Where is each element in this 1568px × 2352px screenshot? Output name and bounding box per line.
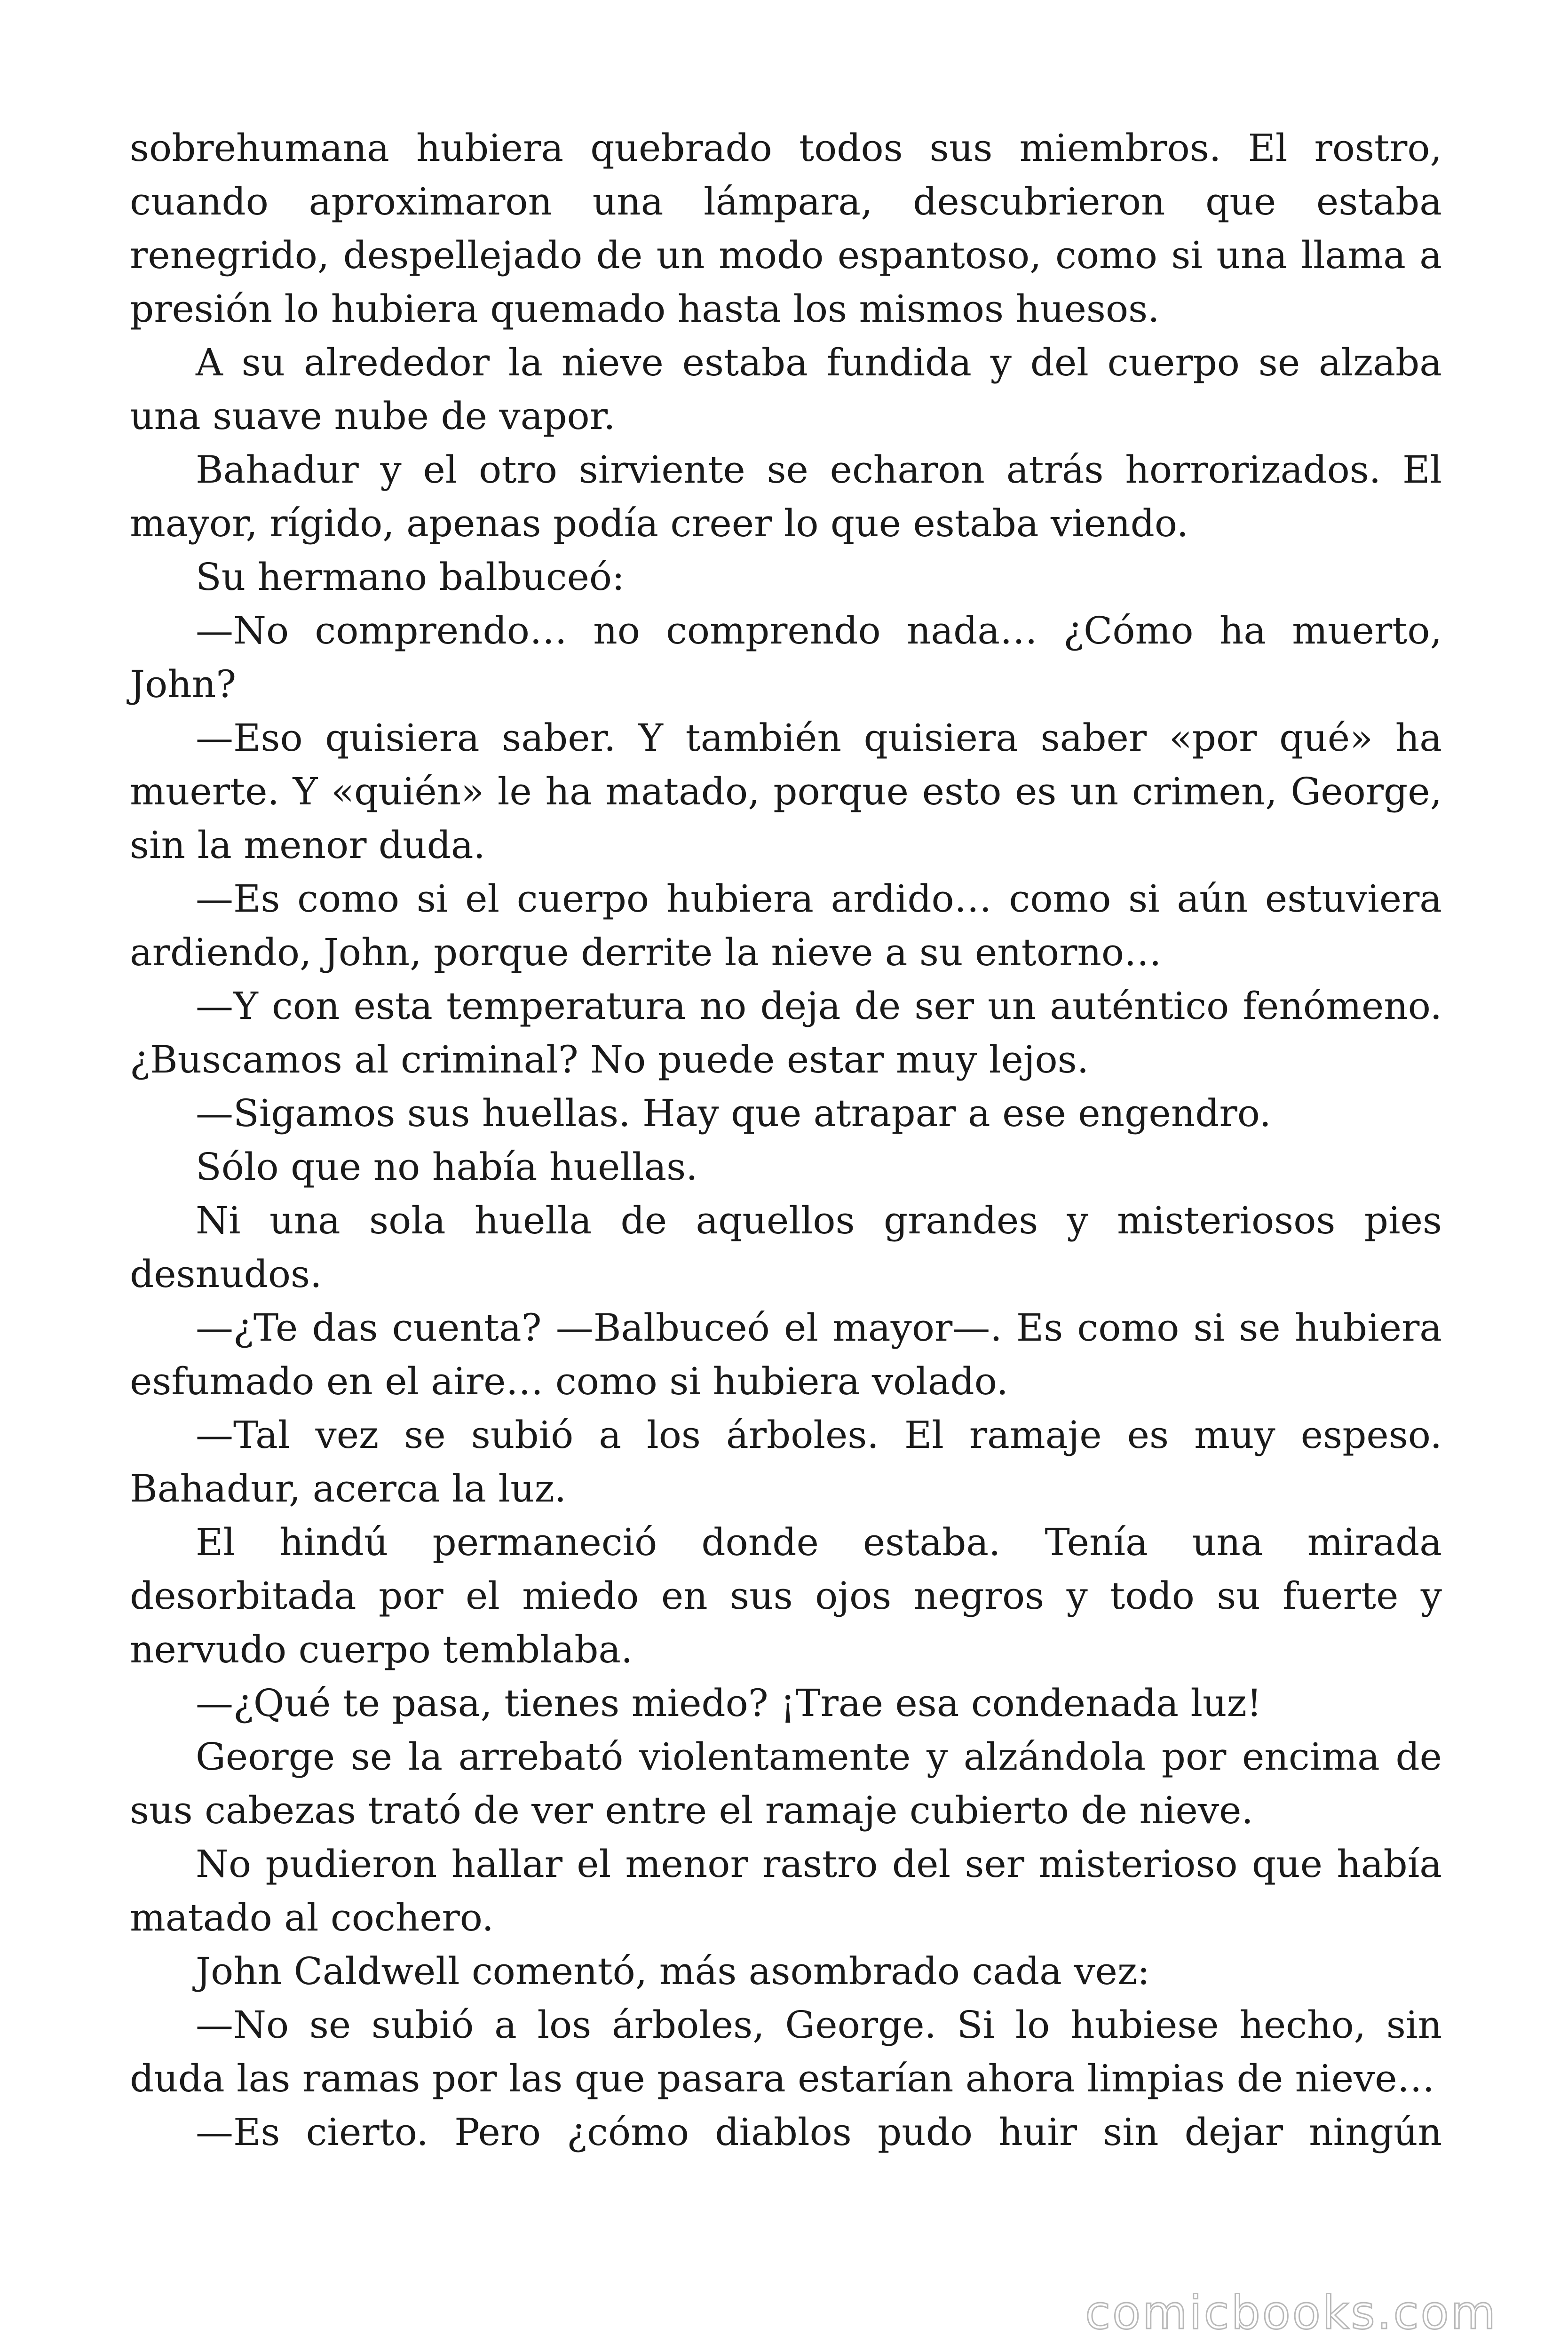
page-body	[130, 121, 1442, 2159]
dialogue-paragraph: —No se subió a los árboles, George. Si lo hubiese hecho, sin duda las ramas por las que pasara estarían ahora limpias de nieve…	[130, 2003, 1442, 2100]
dialogue-paragraph: —¿Te das cuenta? —Balbuceó el mayor—. Es como si se hubiera esfumado en el aire… como si hubiera volado.	[130, 1306, 1442, 1403]
paragraph: A su alrededor la nieve estaba fundida y del cuerpo se alzaba una suave nube de vapor.	[130, 341, 1442, 438]
paragraph: Bahadur y el otro sirviente se echaron atrás horrorizados. El mayor, rígido, apenas podía creer lo que estaba viendo.	[130, 448, 1442, 545]
paragraph: John Caldwell comentó, más asombrado cada vez:	[196, 1949, 1150, 1993]
paragraph: Su hermano balbuceó:	[196, 555, 625, 599]
paragraph-continued: sobrehumana hubiera quebrado todos sus miembros. El rostro, cuando aproximaron una lámpara, descubrieron que estaba renegrido, despellejado de un modo espantoso, como si una llama a presión lo hubiera quemado hasta los mismos huesos.	[130, 126, 1442, 331]
dialogue-paragraph: —Sigamos sus huellas. Hay que atrapar a ese engendro.	[196, 1091, 1271, 1135]
dialogue-paragraph: —Tal vez se subió a los árboles. El ramaje es muy espeso. Bahadur, acerca la luz.	[130, 1413, 1442, 1510]
dialogue-paragraph: —Eso quisiera saber. Y también quisiera saber «por qué» ha muerte. Y «quién» le ha matado, porque esto es un crimen, George, sin la menor duda.	[130, 716, 1442, 867]
paragraph: Sólo que no había huellas.	[196, 1145, 698, 1189]
paragraph: No pudieron hallar el menor rastro del ser misterioso que había matado al cochero.	[130, 1842, 1442, 1939]
paragraph: El hindú permaneció donde estaba. Tenía una mirada desorbitada por el miedo en sus ojos negros y todo su fuerte y nervudo cuerpo temblaba.	[130, 1520, 1442, 1671]
dialogue-paragraph: —No comprendo… no comprendo nada… ¿Cómo ha muerto, John?	[130, 609, 1442, 706]
dialogue-paragraph-truncated: —Es cierto. Pero ¿cómo diablos pudo huir sin dejar ningún	[196, 2110, 1442, 2154]
dialogue-paragraph: —Es como si el cuerpo hubiera ardido… como si aún estuviera ardiendo, John, porque derrite la nieve a su entorno…	[130, 877, 1442, 974]
watermark: comicbooks.com	[1085, 2286, 1497, 2340]
dialogue-paragraph: —¿Qué te pasa, tienes miedo? ¡Trae esa condenada luz!	[196, 1681, 1262, 1725]
dialogue-paragraph: —Y con esta temperatura no deja de ser un auténtico fenómeno. ¿Buscamos al criminal? No puede estar muy lejos.	[130, 984, 1442, 1081]
paragraph: George se la arrebató violentamente y alzándola por encima de sus cabezas trató de ver entre el ramaje cubierto de nieve.	[130, 1735, 1442, 1832]
paragraph: Ni una sola huella de aquellos grandes y misteriosos pies desnudos.	[130, 1199, 1442, 1296]
